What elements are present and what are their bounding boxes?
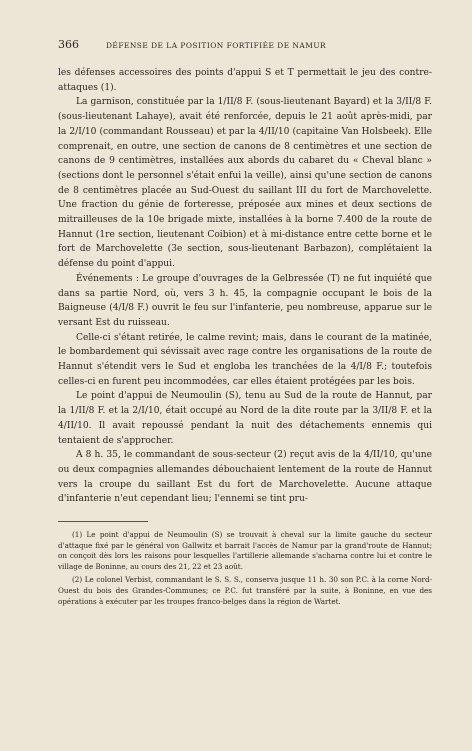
footnotes <box>58 530 432 607</box>
footnote-divider <box>58 521 148 522</box>
paragraph-events: Événements : Le groupe d'ouvrages de la Gelbressée (T) ne fut inquiété que dans sa partie Nord, où, vers 3 h. 45, la compagnie occupant le bois de la Baigneuse (4/I/8 F.) ouvrit le feu sur l'infanterie, peu nombreuse, apparue sur le versant Est du ruisseau. <box>58 273 432 328</box>
page-number: 366 <box>58 38 79 51</box>
paragraph-garrison: La garnison, constituée par la 1/II/8 F. (sous-lieutenant Bayard) et la 3/II/8 F. (sous-lieutenant Lahaye), avait été renforcée, depuis le 21 août après-midi, par la 2/I/10 (commandant Rousseau) et par la 4/II/10 (capitaine Van Holsbeek). Elle comprenait, en outre, une section de canons de 8 centimètres et une section de canons de 9 centimètres, installées aux abords du cabaret du « Cheval blanc » (sections dont le personnel s'était enfui la veille), ainsi qu'une section de canons de 8 centimètres placée au Sud-Ouest du saillant III du fort de Marchovelette. Une fraction du génie de forteresse, préposée aux mines et deux sections de mitrailleuses de la 10e brigade mixte, installées à la borne 7.400 de la route de Hannut (1re section, lieutenant Coibion) et à mi-distance entre cette borne et le fort de Marchovelette (3e section, sous-lieutenant Barbazon), complétaient la défense du point d'appui. <box>58 97 432 270</box>
paragraph-bombardment: Celle-ci s'étant retirée, le calme revint; mais, dans le courant de la matinée, le bombardement qui sévissait avec rage contre les organisations de la route de Hannut s'étendit vers le Sud et engloba les tranchées de la 4/I/8 F.; toutefois celles-ci en furent peu incommodées, car elles étaient protégées par les bois. <box>58 332 432 387</box>
body-text <box>58 66 432 507</box>
page-header <box>58 38 432 56</box>
footnote-1: (1) Le point d'appui de Neumoulin (S) se trouvait à cheval sur la limite gauche du secteur d'attaque fixé par le général von Gallwitz et barrait l'accès de Namur par la grand'route de Hannut; on conçoit dès lors les raisons pour lesquelles l'artillerie allemande s'acharna contre lui et contre le village de Boninne, au cours des 21, 22 et 23 août. <box>58 530 432 571</box>
paragraph-eight-thirty-five: A 8 h. 35, le commandant de sous-secteur (2) reçut avis de la 4/II/10, qu'une ou deux compagnies allemandes débouchaient lentement de la route de Hannut vers la croupe du saillant Est du fort de Marchovelette. Aucune attaque d'infanterie n'eut cependant lieu; l'ennemi se tint pru- <box>58 450 432 505</box>
paragraph-neumoulin: Le point d'appui de Neumoulin (S), tenu au Sud de la route de Hannut, par la 1/II/8 F. et la 2/I/10, était occupé au Nord de la dite route par la 3/II/8 F. et la 4/II/10. Il avait repoussé pendant la nuit des détachements ennemis qui tentaient de s'approcher. <box>58 391 432 446</box>
footnote-2: (2) Le colonel Verbist, commandant le S. S. S., conserva jusque 11 h. 30 son P.C. à la corne Nord-Ouest du bois des Grandes-Communes; ce P.C. fut transféré par la suite, à Boninne, en vue des opérations à exécuter par les troupes franco-belges dans la région de Wartet. <box>58 575 432 606</box>
running-head: DÉFENSE DE LA POSITION FORTIFIÉE DE NAMUR <box>106 41 327 50</box>
paragraph-continuation: les défenses accessoires des points d'appui S et T permettait le jeu des contre-attaques (1). <box>58 68 432 93</box>
